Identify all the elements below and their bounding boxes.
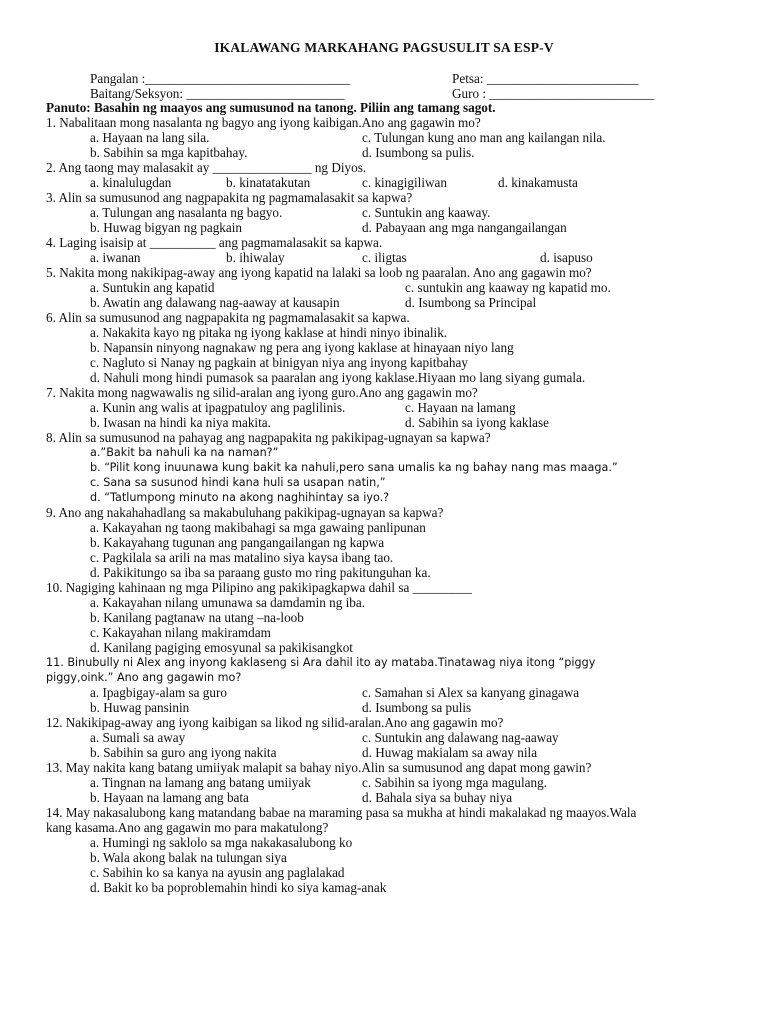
question-3: [46, 190, 746, 235]
option-a: a. Tingnan na lamang ang batang umiiyak: [90, 775, 311, 790]
option-a: a. Kakayahan ng taong makibahagi sa mga gawaing panlipunan: [90, 520, 426, 535]
option-b: b. ihiwalay: [226, 250, 285, 265]
exam-title: IKALAWANG MARKAHANG PAGSUSULIT SA ESP-V: [214, 40, 554, 55]
option-b: b. Huwag pansinin: [90, 700, 190, 715]
section-field: Baitang/Seksyon: ________________________: [90, 86, 345, 101]
option-b: b. Kanilang pagtanaw na utang –na-loob: [90, 610, 304, 625]
option-c: c. Tulungan kung ano man ang kailangan nila.: [362, 130, 606, 145]
option-b: b. Sabihin sa guro ang iyong nakita: [90, 745, 277, 760]
option-a: a. Tulungan ang nasalanta ng bagyo.: [90, 205, 283, 220]
option-c: c. Suntukin ang kaaway.: [362, 205, 491, 220]
option-d: d. Bakit ko ba poproblemahin hindi ko siya kamag-anak: [90, 880, 387, 895]
question-stem: 4. Laging isaisip at __________ ang pagmamalasakit sa kapwa.: [46, 235, 383, 250]
option-a: a. Kunin ang walis at ipagpatuloy ang paglilinis.: [90, 400, 346, 415]
option-a: a. Ipagbigay-alam sa guro: [90, 685, 227, 700]
question-stem: 8. Alin sa sumusunod na pahayag ang nagpapakita ng pakikipag-ugnayan sa kapwa?: [46, 430, 491, 445]
option-a: a. Humingi ng saklolo sa mga nakakasalubong ko: [90, 835, 353, 850]
question-12: [46, 715, 746, 760]
question-stem: 9. Ano ang nakahahadlang sa makabuluhang pakikipag-ugnayan sa kapwa?: [46, 505, 444, 520]
option-b: b. Iwasan na hindi ka niya makita.: [90, 415, 271, 430]
question-11: [46, 655, 746, 715]
question-1: [46, 115, 746, 160]
option-d: d. Nahuli mong hindi pumasok sa paaralan ang iyong kaklase.Hiyaan mo lang siyang gumala.: [90, 370, 586, 385]
question-stem: 5. Nakita mong nakikipag-away ang iyong kapatid na lalaki sa loob ng paaralan. Ano ang gagawin mo?: [46, 265, 592, 280]
question-stem: 6. Alin sa sumusunod ang nagpapakita ng pagmamalasakit sa kapwa.: [46, 310, 410, 325]
question-4: [46, 235, 746, 265]
question-2: [46, 160, 746, 190]
option-d: d. Isumbong sa Principal: [405, 295, 537, 310]
question-stem: 3. Alin sa sumusunod ang nagpapakita ng pagmamalasakit sa kapwa?: [46, 190, 413, 205]
question-6: [46, 310, 746, 385]
option-c: c. Sabihin ko sa kanya na ayusin ang paglalakad: [90, 865, 345, 880]
option-d: d. isapuso: [540, 250, 593, 265]
option-a: a. iwanan: [90, 250, 141, 265]
option-b: b. Wala akong balak na tulungan siya: [90, 850, 287, 865]
option-a: a. Hayaan na lang sila.: [90, 130, 210, 145]
option-a: a. Suntukin ang kapatid: [90, 280, 215, 295]
option-c: c. Samahan si Alex sa kanyang ginagawa: [362, 685, 580, 700]
question-stem: 2. Ang taong may malasakit ay _______________ ng Diyos.: [46, 160, 367, 175]
option-d: d. kinakamusta: [498, 175, 578, 190]
option-c: c. kinagigiliwan: [362, 175, 447, 190]
question-stem: 12. Nakikipag-away ang iyong kaibigan sa likod ng silid-aralan.Ano ang gagawin mo?: [46, 715, 504, 730]
option-c: c. Kakayahan nilang makiramdam: [90, 625, 271, 640]
option-d: d. “Tatlumpong minuto na akong naghihintay sa iyo.?: [90, 491, 390, 504]
question-stem: 7. Nakita mong nagwawalis ng silid-aralan ang iyong guro.Ano ang gagawin mo?: [46, 385, 478, 400]
option-d: d. Huwag makialam sa away nila: [362, 745, 538, 760]
question-9: [46, 505, 746, 580]
option-d: d. Pabayaan ang mga nangangailangan: [362, 220, 567, 235]
option-d: d. Pakikitungo sa iba sa paraang gusto mo ring pakitunguhan ka.: [90, 565, 431, 580]
option-c: c. Nagluto si Nanay ng pagkain at binigyan niya ang inyong kapitbahay: [90, 355, 468, 370]
question-5: [46, 265, 746, 310]
question-7: [46, 385, 746, 430]
option-c: c. Suntukin ang dalawang nag-aaway: [362, 730, 559, 745]
option-a: a. Nakakita kayo ng pitaka ng iyong kaklase at hindi ninyo ibinalik.: [90, 325, 448, 340]
option-a: a.”Bakit ba nahuli ka na naman?”: [90, 446, 279, 459]
question-8: [46, 430, 746, 505]
question-13: [46, 760, 746, 805]
option-a: a. kinalulugdan: [90, 175, 172, 190]
option-d: d. Sabihin sa iyong kaklase: [405, 415, 549, 430]
option-b: b. Sabihin sa mga kapitbahay.: [90, 145, 248, 160]
option-d: d. Kanilang pagiging emosyunal sa pakikisangkot: [90, 640, 353, 655]
option-a: a. Kakayahan nilang umunawa sa damdamin ng iba.: [90, 595, 366, 610]
question-list: [46, 115, 746, 895]
directions: Panuto: Basahin ng maayos ang sumusunod na tanong. Piliin ang tamang sagot.: [46, 100, 496, 115]
question-stem: 14. May nakasalubong kang matandang babae na maraming pasa sa mukha at hindi makalakad ng maayos.Wala kang kasama.Ano ang gagawin mo para makatulong?: [46, 805, 637, 835]
option-d: d. Isumbong sa pulis.: [362, 145, 475, 160]
date-field: Petsa: _______________________: [452, 71, 639, 86]
name-field: Pangalan :_______________________________: [90, 71, 350, 86]
option-c: c. suntukin ang kaaway ng kapatid mo.: [405, 280, 611, 295]
question-stem: 11. Binubully ni Alex ang inyong kaklaseng si Ara dahil ito ay mataba.Tinatawag niya itong “piggy piggy,oink.” Ano ang gagawin mo?: [46, 656, 596, 684]
option-c: c. Pagkilala sa arili na mas matalino siya kaysa ibang tao.: [90, 550, 394, 565]
option-b: b. Awatin ang dalawang nag-aaway at kausapin: [90, 295, 340, 310]
teacher-field: Guro : _________________________: [452, 86, 655, 101]
option-a: a. Sumali sa away: [90, 730, 186, 745]
option-b: b. Napansin ninyong nagnakaw ng pera ang iyong kaklase at hinayaan niyo lang: [90, 340, 514, 355]
option-d: d. Bahala siya sa buhay niya: [362, 790, 513, 805]
question-stem: 13. May nakita kang batang umiiyak malapit sa bahay niyo.Alin sa sumusunod ang dapat mong gawin?: [46, 760, 592, 775]
option-c: c. Sana sa susunod hindi kana huli sa usapan natin,”: [90, 476, 386, 489]
option-b: b. “Pilit kong inuunawa kung bakit ka nahuli,pero sana umalis ka ng bahay nang mas maaga.”: [90, 461, 618, 474]
option-d: d. Isumbong sa pulis: [362, 700, 472, 715]
question-14: [46, 805, 746, 895]
option-b: b. kinatatakutan: [226, 175, 311, 190]
option-c: c. iligtas: [362, 250, 407, 265]
question-stem: 1. Nabalitaan mong nasalanta ng bagyo ang iyong kaibigan.Ano ang gagawin mo?: [46, 115, 481, 130]
option-b: b. Hayaan na lamang ang bata: [90, 790, 249, 805]
option-b: b. Kakayahang tugunan ang pangangailangan ng kapwa: [90, 535, 385, 550]
question-10: [46, 580, 746, 655]
option-c: c. Hayaan na lamang: [405, 400, 516, 415]
option-b: b. Huwag bigyan ng pagkain: [90, 220, 242, 235]
question-stem: 10. Nagiging kahinaan ng mga Pilipino ang pakikipagkapwa dahil sa _________: [46, 580, 472, 595]
option-c: c. Sabihin sa iyong mga magulang.: [362, 775, 547, 790]
